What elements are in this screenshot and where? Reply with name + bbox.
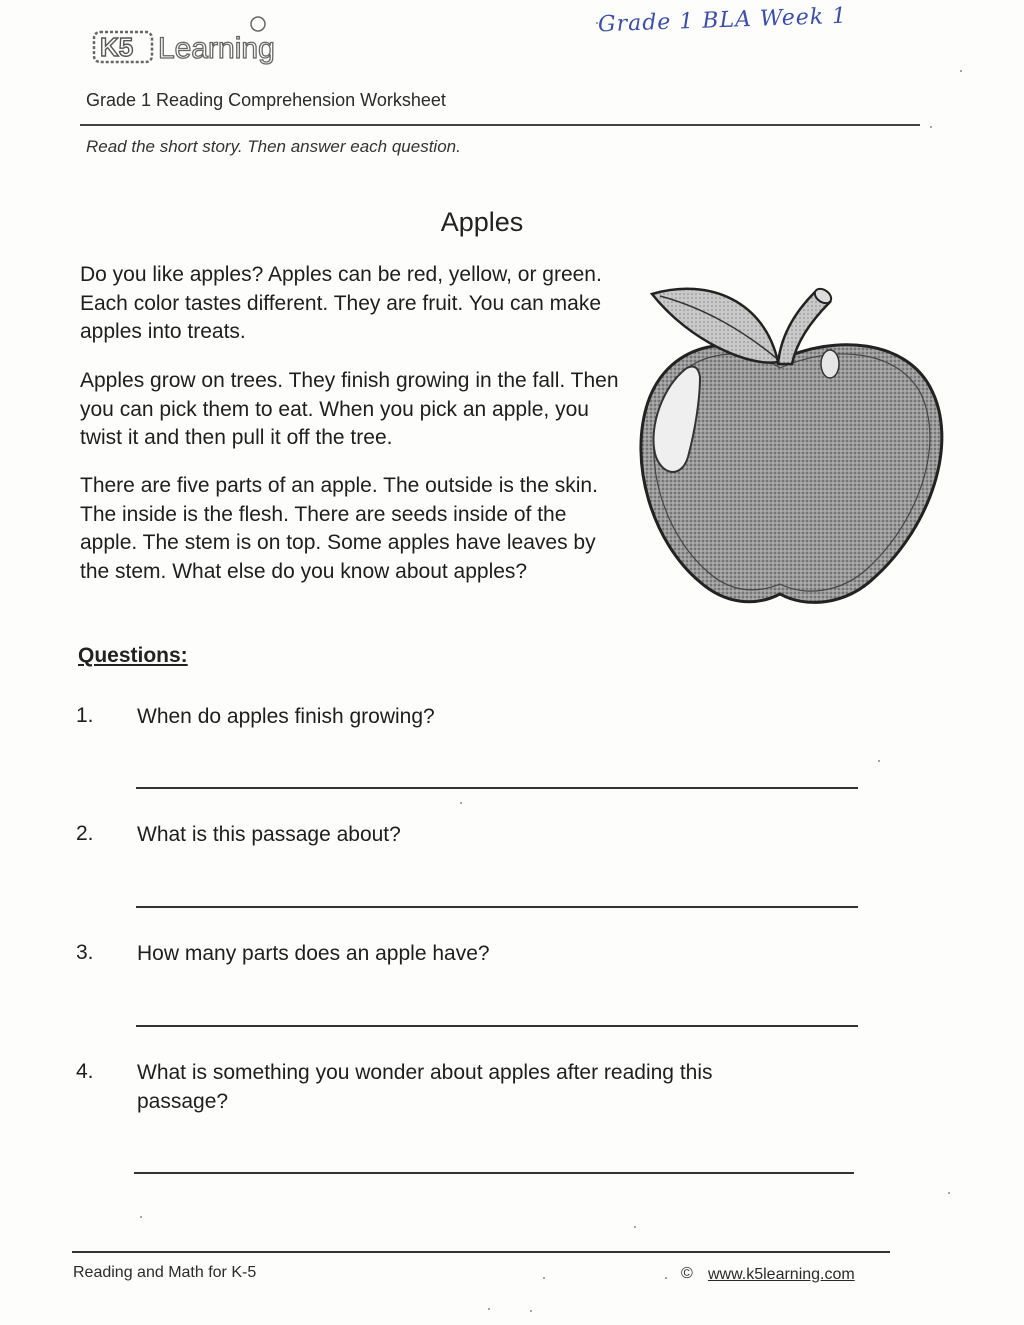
question-2-text: What is this passage about?: [137, 823, 401, 846]
scan-speck: [930, 126, 932, 128]
question-2-number: 2.: [76, 822, 94, 845]
footer-website-link[interactable]: www.k5learning.com: [708, 1266, 855, 1283]
scan-speck: [543, 1277, 545, 1279]
story-paragraph-1: Do you like apples? Apples can be red, yellow, or green. Each color tastes different. They are fruit. You can make apples into treats.: [80, 263, 602, 343]
scan-speck: [878, 760, 880, 762]
scan-speck: [460, 802, 462, 804]
story-title: Apples: [440, 207, 524, 237]
answer-line-2[interactable]: [136, 906, 858, 908]
apple-illustration-icon: [630, 272, 955, 617]
scan-speck: [665, 1277, 667, 1279]
scan-speck: [960, 70, 962, 72]
footer-tagline: Reading and Math for K-5: [73, 1264, 257, 1281]
answer-line-4[interactable]: [134, 1172, 854, 1174]
scan-speck: [488, 1308, 490, 1310]
scan-speck: [634, 1226, 636, 1228]
footer-divider: [72, 1251, 890, 1253]
question-3-number: 3.: [76, 941, 94, 964]
question-4-number: 4.: [76, 1060, 94, 1083]
handwritten-note: Grade 1 BLA Week 1: [597, 3, 848, 38]
question-3-text: How many parts does an apple have?: [137, 942, 490, 965]
answer-line-1[interactable]: [136, 787, 858, 789]
copyright-symbol: ©: [681, 1265, 693, 1282]
svg-text:K5: K5: [100, 32, 134, 62]
story-paragraph-2: Apples grow on trees. They finish growing in the fall. Then you can pick them to eat. When you pick an apple, you twist it and then pull it off the tree.: [80, 369, 619, 449]
scan-speck: [948, 1192, 950, 1194]
question-4-text: What is something you wonder about apples after reading this passage?: [137, 1061, 713, 1113]
instructions: Read the short story. Then answer each question.: [86, 137, 461, 156]
scan-speck: [140, 1216, 142, 1218]
header-divider: [80, 124, 920, 126]
k5-learning-logo: [92, 14, 322, 66]
answer-line-3[interactable]: [136, 1025, 858, 1027]
question-1-number: 1.: [76, 704, 94, 727]
story-paragraph-3: There are five parts of an apple. The outside is the skin. The inside is the flesh. There are seeds inside of the apple. The stem is on top. Some apples have leaves by the stem. What else do you know about apples?: [80, 474, 598, 583]
svg-text:Learning: Learning: [158, 32, 275, 65]
question-1-text: When do apples finish growing?: [137, 705, 435, 728]
scan-speck: [596, 22, 598, 24]
questions-heading: Questions:: [78, 644, 188, 667]
scan-speck: [530, 1310, 532, 1312]
worksheet-subtitle: Grade 1 Reading Comprehension Worksheet: [86, 90, 446, 110]
